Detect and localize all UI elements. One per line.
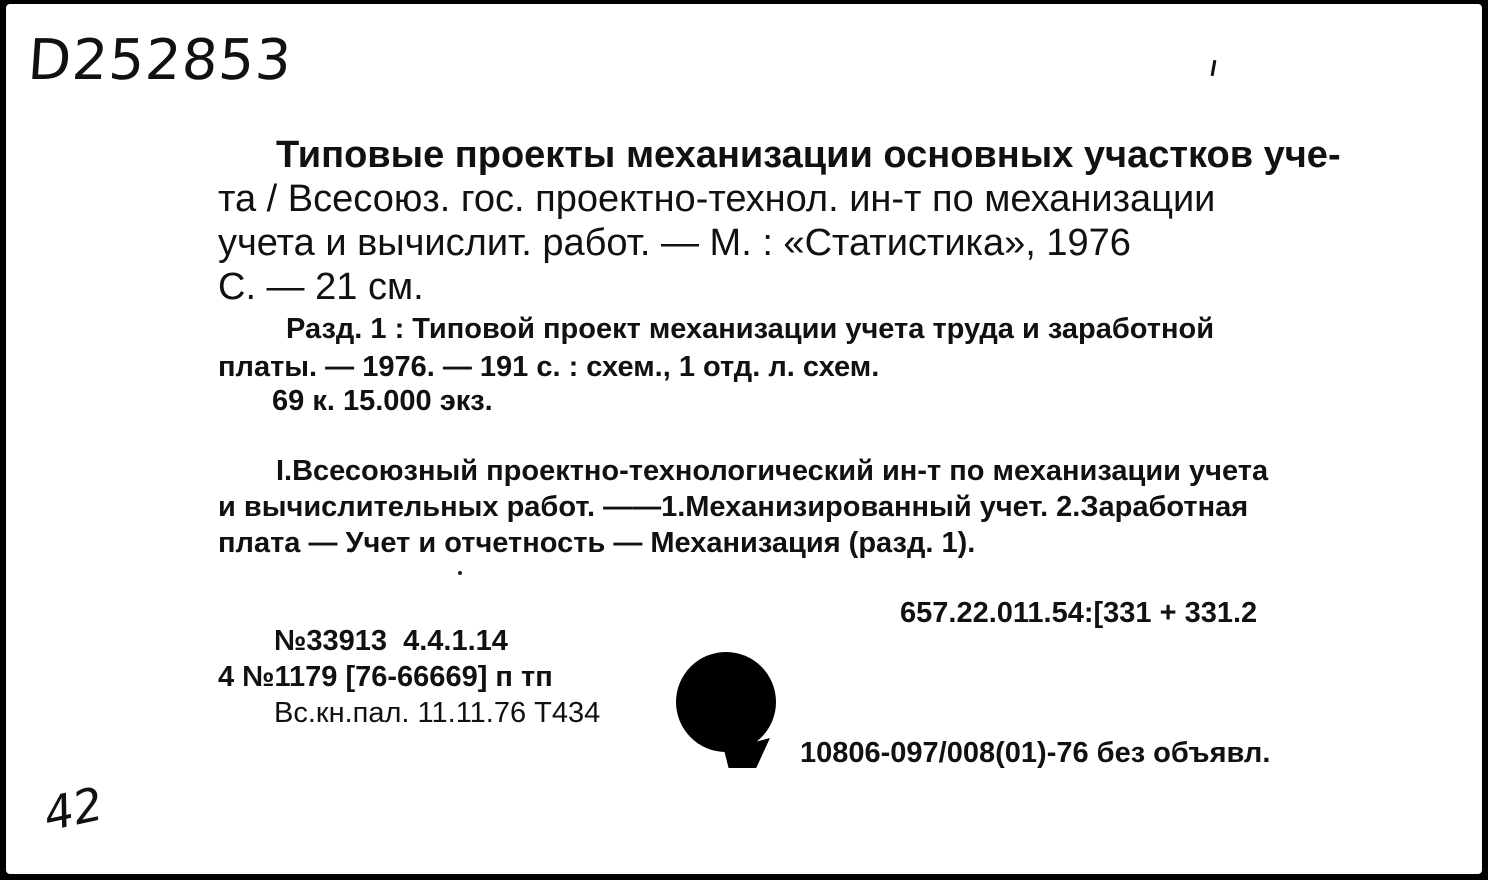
price-line: 69 к. 15.000 экз. xyxy=(272,385,493,417)
stray-dot xyxy=(458,571,462,575)
tracing-line-3: плата — Учет и отчетность — Механизация (разд. 1). xyxy=(218,527,976,559)
title-line-3: учета и вычислит. работ. — М. : «Статистика», 1976 xyxy=(218,222,1131,264)
print-code-line: 10806-097/008(01)-76 без объявл. xyxy=(800,737,1271,769)
title-line-1: Типовые проекты механизации основных участков уче- xyxy=(276,134,1341,176)
catalog-line-1: №33913 4.4.1.14 xyxy=(274,625,508,657)
part-line-2: платы. — 1976. — 191 с. : схем., 1 отд. л. схем. xyxy=(218,351,880,383)
title-line-2: та / Всесоюз. гос. проектно-технол. ин-т по механизации xyxy=(218,178,1216,220)
handwritten-corner-mark: 42 xyxy=(39,776,108,842)
catalog-line-3: Вс.кн.пал. 11.11.76 Т434 xyxy=(274,697,601,729)
card-punch-hole xyxy=(676,652,776,752)
catalog-line-2: 4 №1179 [76-66669] п тп xyxy=(218,661,553,693)
part-line-1: Разд. 1 : Типовой проект механизации учета труда и заработной xyxy=(286,313,1215,345)
tracing-line-1: I.Всесоюзный проектно-технологический ин-т по механизации учета xyxy=(276,455,1269,487)
title-line-4: С. — 21 см. xyxy=(218,266,424,308)
udc-classification: 657.22.011.54:[331 + 331.2 xyxy=(900,597,1258,629)
handwritten-inventory-number: D252853 xyxy=(25,28,295,93)
tracing-line-2: и вычислительных работ. ——1.Механизированный учет. 2.Заработная xyxy=(218,491,1249,523)
